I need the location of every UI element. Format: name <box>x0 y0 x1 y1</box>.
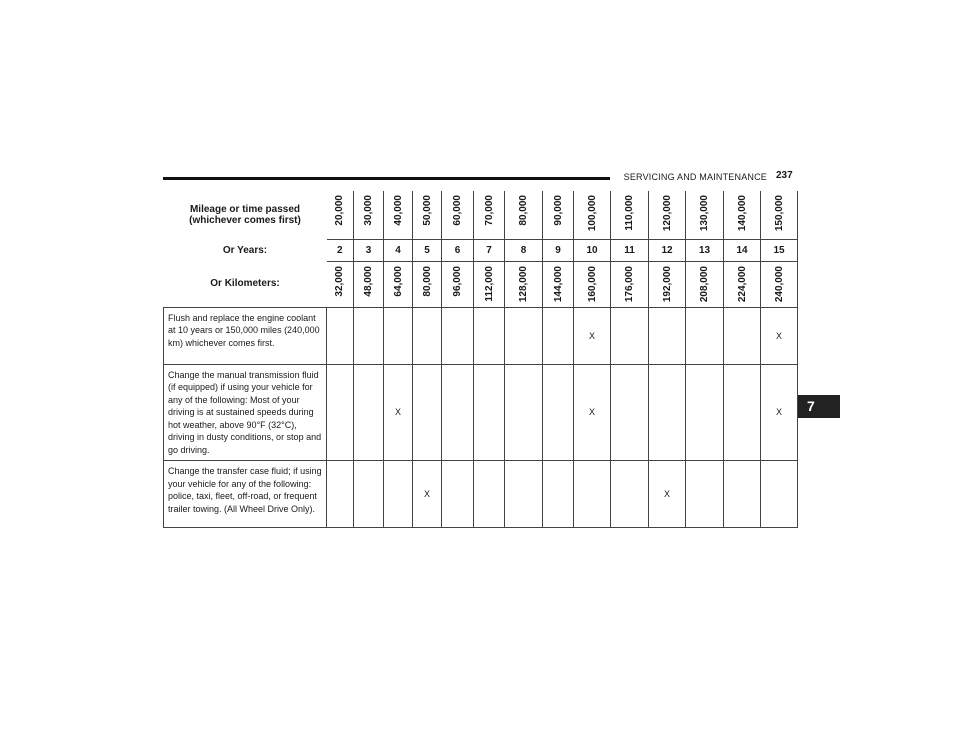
kilometers-cell <box>611 261 649 307</box>
service-mark <box>354 307 384 364</box>
page-number: 237 <box>776 170 793 181</box>
year-value: 3 <box>354 239 384 261</box>
year-value: 11 <box>611 239 649 261</box>
year-value: 7 <box>474 239 505 261</box>
service-mark <box>327 461 354 528</box>
task-description: Change the manual transmission fluid (if equipped) if using your vehicle for any of the following: Most of your driving is at sustained speeds during hot weather, above 90°F (32°C), driving in dusty conditions, or stop and go driving. <box>164 364 327 461</box>
service-mark <box>543 307 574 364</box>
service-mark <box>474 307 505 364</box>
service-mark: X <box>574 307 611 364</box>
miles-value: 70,000 <box>483 195 495 226</box>
miles-value: 50,000 <box>421 195 433 226</box>
kilometers-value: 112,000 <box>483 265 495 302</box>
miles-value: 20,000 <box>334 195 346 226</box>
kilometers-cell <box>354 261 384 307</box>
service-mark: X <box>761 307 798 364</box>
service-mark <box>543 461 574 528</box>
kilometers-label: Or Kilometers: <box>164 261 327 307</box>
chapter-tab: 7 <box>798 395 840 418</box>
miles-cell <box>505 191 543 239</box>
kilometers-cell <box>649 261 686 307</box>
kilometers-value: 192,000 <box>661 265 673 302</box>
miles-value: 140,000 <box>736 195 748 232</box>
service-mark <box>724 364 761 461</box>
service-mark <box>574 461 611 528</box>
service-mark: X <box>574 364 611 461</box>
kilometers-cell <box>442 261 474 307</box>
kilometers-cell <box>384 261 413 307</box>
kilometers-value: 160,000 <box>586 265 598 302</box>
miles-cell <box>686 191 724 239</box>
service-mark <box>442 307 474 364</box>
task-description: Change the transfer case fluid; if using your vehicle for any of the following: police, taxi, fleet, off-road, or frequent trailer towing. (All Wheel Drive Only). <box>164 461 327 528</box>
miles-value: 60,000 <box>452 195 463 226</box>
miles-row <box>164 191 798 239</box>
year-value: 15 <box>761 239 798 261</box>
service-mark <box>442 461 474 528</box>
service-mark <box>724 307 761 364</box>
header-rule <box>163 177 610 180</box>
miles-label: Mileage or time passed (whichever comes first) <box>189 204 301 226</box>
maintenance-schedule-table <box>163 191 798 528</box>
year-value: 8 <box>505 239 543 261</box>
year-value: 13 <box>686 239 724 261</box>
kilometers-cell <box>686 261 724 307</box>
service-mark <box>649 364 686 461</box>
kilometers-cell <box>761 261 798 307</box>
miles-value: 110,000 <box>624 195 635 231</box>
kilometers-cell <box>327 261 354 307</box>
service-mark: X <box>413 461 442 528</box>
years-row <box>164 239 798 261</box>
service-mark <box>327 307 354 364</box>
year-value: 9 <box>543 239 574 261</box>
kilometers-value: 240,000 <box>773 265 785 302</box>
service-mark <box>686 364 724 461</box>
kilometers-cell <box>724 261 761 307</box>
service-mark <box>474 364 505 461</box>
service-mark <box>354 364 384 461</box>
service-mark <box>686 307 724 364</box>
kilometers-cell <box>574 261 611 307</box>
service-mark <box>384 461 413 528</box>
years-label: Or Years: <box>222 244 268 256</box>
service-mark <box>442 364 474 461</box>
miles-value: 90,000 <box>552 195 564 226</box>
section-title: SERVICING AND MAINTENANCE <box>623 172 767 182</box>
service-mark <box>611 307 649 364</box>
kilometers-value: 64,000 <box>392 265 404 297</box>
task-description: Flush and replace the engine coolant at 10 years or 150,000 miles (240,000 km) whichever comes first. <box>164 307 327 364</box>
table-row <box>164 307 798 364</box>
miles-value: 120,000 <box>661 195 673 232</box>
service-mark <box>327 364 354 461</box>
year-value: 5 <box>413 239 442 261</box>
miles-cell <box>724 191 761 239</box>
kilometers-value: 176,000 <box>624 265 635 302</box>
kilometers-value: 208,000 <box>699 265 710 302</box>
service-mark <box>384 307 413 364</box>
service-mark <box>649 307 686 364</box>
year-value: 2 <box>327 239 354 261</box>
service-mark <box>474 461 505 528</box>
miles-cell <box>761 191 798 239</box>
kilometers-value: 48,000 <box>363 265 374 297</box>
kilometers-cell <box>505 261 543 307</box>
miles-cell <box>327 191 354 239</box>
miles-value: 100,000 <box>586 195 598 232</box>
year-value: 10 <box>574 239 611 261</box>
miles-cell <box>442 191 474 239</box>
miles-cell <box>384 191 413 239</box>
service-mark <box>611 461 649 528</box>
table-row <box>164 461 798 528</box>
service-mark <box>724 461 761 528</box>
service-mark <box>761 461 798 528</box>
service-mark <box>543 364 574 461</box>
miles-value: 30,000 <box>363 195 374 226</box>
table-row <box>164 364 798 461</box>
miles-cell <box>611 191 649 239</box>
kilometers-value: 96,000 <box>452 265 463 297</box>
service-mark <box>686 461 724 528</box>
kilometers-row <box>164 261 798 307</box>
kilometers-value: 80,000 <box>421 265 433 297</box>
miles-cell <box>574 191 611 239</box>
year-value: 4 <box>384 239 413 261</box>
miles-cell <box>413 191 442 239</box>
kilometers-value: 224,000 <box>736 265 748 302</box>
service-mark <box>413 307 442 364</box>
year-value: 6 <box>442 239 474 261</box>
service-mark <box>505 307 543 364</box>
miles-value: 40,000 <box>392 195 404 226</box>
miles-cell <box>543 191 574 239</box>
miles-value: 80,000 <box>518 195 529 226</box>
miles-value: 130,000 <box>699 195 710 232</box>
service-mark: X <box>649 461 686 528</box>
kilometers-value: 128,000 <box>518 265 529 302</box>
service-mark <box>505 364 543 461</box>
service-mark <box>505 461 543 528</box>
service-mark <box>354 461 384 528</box>
service-mark: X <box>761 364 798 461</box>
miles-cell <box>649 191 686 239</box>
service-mark: X <box>384 364 413 461</box>
service-mark <box>413 364 442 461</box>
kilometers-cell <box>543 261 574 307</box>
kilometers-cell <box>413 261 442 307</box>
miles-cell <box>354 191 384 239</box>
year-value: 14 <box>724 239 761 261</box>
kilometers-cell <box>474 261 505 307</box>
service-mark <box>611 364 649 461</box>
kilometers-value: 144,000 <box>552 265 564 302</box>
miles-value: 150,000 <box>773 195 785 232</box>
year-value: 12 <box>649 239 686 261</box>
kilometers-value: 32,000 <box>334 265 346 297</box>
miles-cell <box>474 191 505 239</box>
